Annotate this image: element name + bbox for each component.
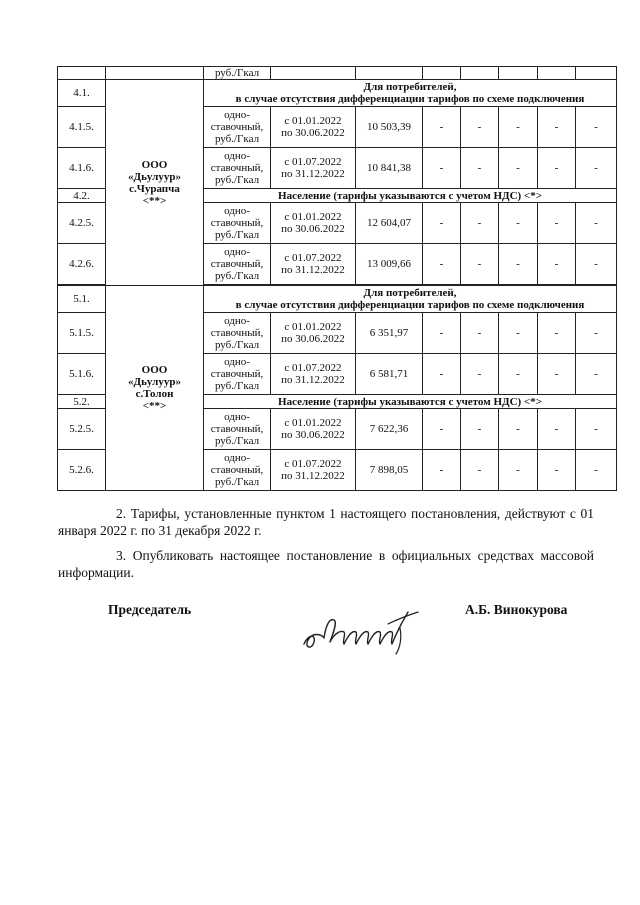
dash: - <box>461 409 499 450</box>
row-number: 5.2.6. <box>58 450 106 491</box>
org-line: <**> <box>142 194 167 207</box>
price: 12 604,07 <box>356 203 423 244</box>
dash: - <box>499 244 538 285</box>
handwritten-signature <box>300 604 425 656</box>
row-number: 4.2.5. <box>58 203 106 244</box>
tariff-type: одно- ставочный, руб./Гкал <box>204 409 271 450</box>
dash: - <box>461 148 499 189</box>
tariff-type: одно- ставочный, руб./Гкал <box>204 148 271 189</box>
dash: - <box>538 203 576 244</box>
dash: - <box>576 148 617 189</box>
price: 10 503,39 <box>356 107 423 148</box>
dash: - <box>538 450 576 491</box>
dash: - <box>461 203 499 244</box>
tariff-type: одно- ставочный, руб./Гкал <box>204 107 271 148</box>
dash: - <box>499 354 538 395</box>
row-number: 4.2.6. <box>58 244 106 285</box>
table-row <box>58 80 617 107</box>
dash: - <box>423 244 461 285</box>
dash: - <box>499 107 538 148</box>
org-line: ООО <box>141 158 168 171</box>
row-number: 5.2. <box>58 395 106 409</box>
dash: - <box>499 148 538 189</box>
tariff-type: одно- ставочный, руб./Гкал <box>204 244 271 285</box>
period: с 01.01.2022 по 30.06.2022 <box>271 313 356 354</box>
row-number: 5.1. <box>58 286 106 313</box>
dash: - <box>538 107 576 148</box>
dash: - <box>576 450 617 491</box>
dash: - <box>576 354 617 395</box>
dash: - <box>538 354 576 395</box>
row-number: 4.1.6. <box>58 148 106 189</box>
unit-cell: руб./Гкал <box>204 67 271 80</box>
dash: - <box>576 409 617 450</box>
signatory-role: Председатель <box>108 602 192 617</box>
org-line: с.Чурапча <box>129 182 180 195</box>
dash: - <box>461 450 499 491</box>
dash: - <box>538 409 576 450</box>
price: 7 898,05 <box>356 450 423 491</box>
row-number: 5.1.6. <box>58 354 106 395</box>
dash: - <box>461 313 499 354</box>
org-line: «Дьулуур» <box>128 376 181 388</box>
period: с 01.01.2022 по 30.06.2022 <box>271 107 356 148</box>
price: 13 009,66 <box>356 244 423 285</box>
period: с 01.07.2022 по 31.12.2022 <box>271 450 356 491</box>
signatory-name: А.Б. Винокурова <box>465 602 568 617</box>
dash: - <box>423 107 461 148</box>
tariff-type: одно- ставочный, руб./Гкал <box>204 313 271 354</box>
row-number: 5.1.5. <box>58 313 106 354</box>
table-row <box>58 67 617 80</box>
tariff-type: одно- ставочный, руб./Гкал <box>204 354 271 395</box>
org-line: «Дьулуур» <box>128 170 181 183</box>
org-line: с.Толон <box>135 388 174 400</box>
period: с 01.07.2022 по 31.12.2022 <box>271 354 356 395</box>
price: 6 581,71 <box>356 354 423 395</box>
section-header: Для потребителей, в случае отсутствия дифференциации тарифов по схеме подключения <box>204 286 617 313</box>
period: с 01.01.2022 по 30.06.2022 <box>271 409 356 450</box>
dash: - <box>499 450 538 491</box>
dash: - <box>576 203 617 244</box>
paragraph-3: 3. Опубликовать настоящее постановление в официальных средствах массовой информации. <box>58 548 594 580</box>
dash: - <box>538 148 576 189</box>
tariff-type: одно- ставочный, руб./Гкал <box>204 450 271 491</box>
dash: - <box>499 313 538 354</box>
dash: - <box>538 313 576 354</box>
section-header: Население (тарифы указываются с учетом НДС) <*> <box>204 395 617 409</box>
dash: - <box>423 354 461 395</box>
organization-cell <box>106 80 204 286</box>
period: с 01.07.2022 по 31.12.2022 <box>271 244 356 285</box>
dash: - <box>461 244 499 285</box>
dash: - <box>576 313 617 354</box>
price: 6 351,97 <box>356 313 423 354</box>
dash: - <box>423 450 461 491</box>
row-number: 5.2.5. <box>58 409 106 450</box>
period: с 01.07.2022 по 31.12.2022 <box>271 148 356 189</box>
dash: - <box>423 148 461 189</box>
dash: - <box>576 244 617 285</box>
dash: - <box>423 409 461 450</box>
tariff-type: одно- ставочный, руб./Гкал <box>204 203 271 244</box>
dash: - <box>576 107 617 148</box>
org-line: <**> <box>142 400 167 412</box>
tariff-table <box>57 66 617 491</box>
dash: - <box>423 203 461 244</box>
dash: - <box>461 354 499 395</box>
dash: - <box>423 313 461 354</box>
organization-cell <box>106 286 204 491</box>
dash: - <box>499 203 538 244</box>
dash: - <box>499 409 538 450</box>
paragraph-2: 2. Тарифы, установленные пунктом 1 настоящего постановления, действуют с 01 января 2022 г. по 31 декабря 2022 г. <box>58 506 594 538</box>
org-line: ООО <box>141 364 168 376</box>
table-row <box>58 286 617 313</box>
dash: - <box>538 244 576 285</box>
price: 7 622,36 <box>356 409 423 450</box>
section-header: Для потребителей, в случае отсутствия дифференциации тарифов по схеме подключения <box>204 80 617 107</box>
period: с 01.01.2022 по 30.06.2022 <box>271 203 356 244</box>
row-number: 4.1.5. <box>58 107 106 148</box>
price: 10 841,38 <box>356 148 423 189</box>
row-number: 4.2. <box>58 189 106 203</box>
row-number: 4.1. <box>58 80 106 107</box>
section-header: Население (тарифы указываются с учетом НДС) <*> <box>204 189 617 203</box>
dash: - <box>461 107 499 148</box>
